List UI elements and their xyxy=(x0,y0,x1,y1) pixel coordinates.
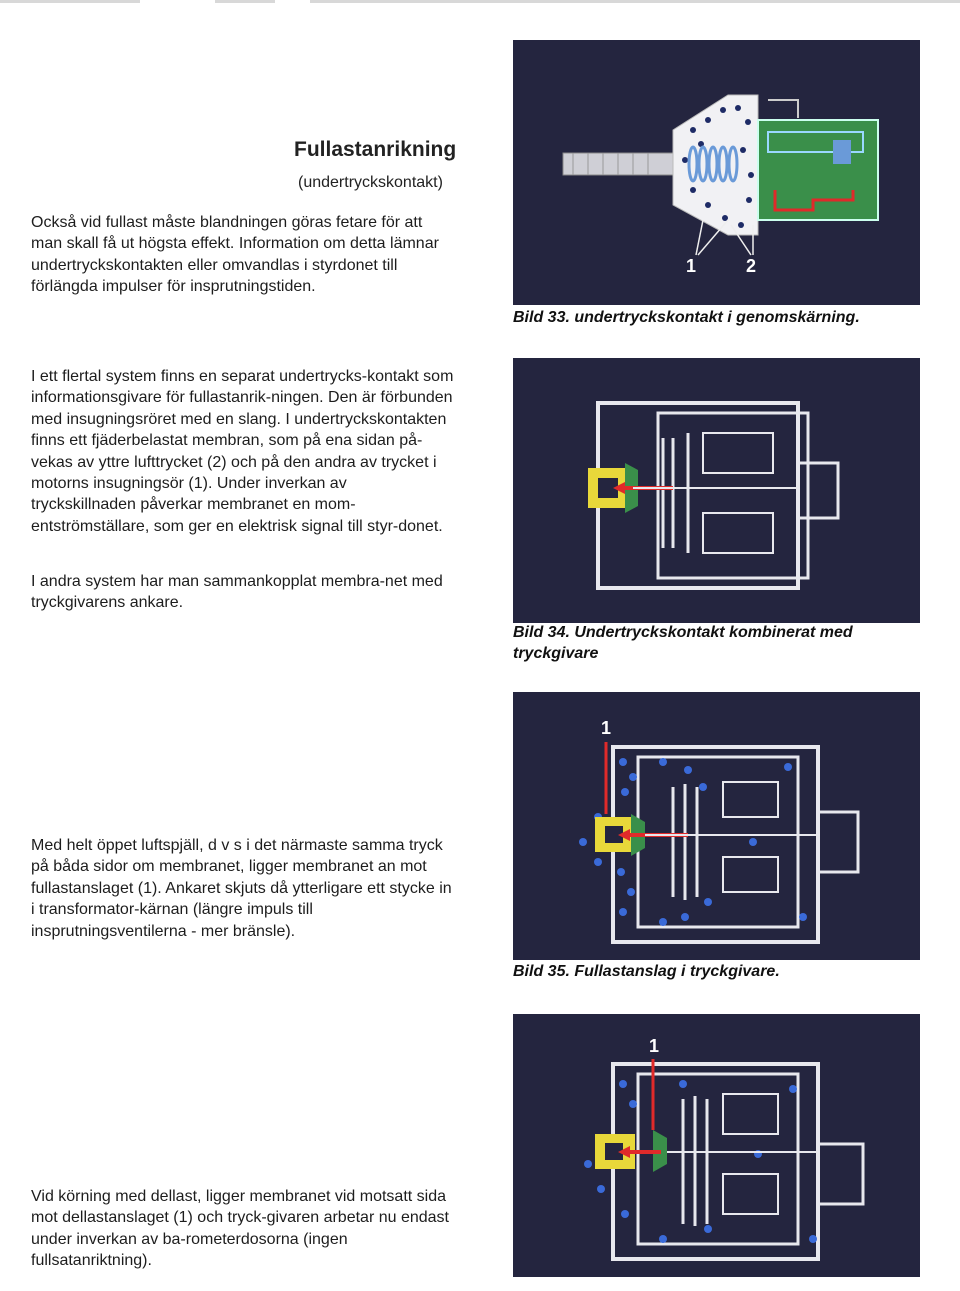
section-subtitle: (undertryckskontakt) xyxy=(298,174,443,191)
figure-33-image xyxy=(513,40,920,305)
paragraph-part-load: Vid körning med dellast, ligger membranet vid motsatt sida mot dellastanslaget (1) och tryck-givaren arbetar nu endast under inverkan av ba-rometerdosorna (ingen fullsatanriktning). xyxy=(31,1188,449,1270)
section-title: Fullastanrikning xyxy=(294,138,457,161)
figure-34-caption: Bild 34. Undertryckskontakt kombinerat med tryckgivare xyxy=(513,624,853,662)
figure-33-label-2: 2 xyxy=(746,256,757,276)
paragraph-combined: I andra system har man sammankopplat membra-net med tryckgivarens ankare. xyxy=(31,573,443,612)
paragraph-intro: Också vid fullast måste blandningen göras fetare för att man skall få ut högsta effekt. Information om detta lämnar undertryckskontakten eller omvandlas i styrdonet till förlängda impulser för insprutningstiden. xyxy=(31,214,439,296)
figure-34-image xyxy=(513,358,920,623)
figure-33-caption: Bild 33. undertryckskontakt i genomskärning. xyxy=(513,309,860,326)
paragraph-full-throttle: Med helt öppet luftspjäll, d v s i det närmaste samma tryck på båda sidor om membranet, ligger membranet an mot fullastanslaget (1). Ankaret skjuts då ytterligare ett stycke in i transformator-kärnan (längre impuls till insprutningsventilerna - mer bränsle). xyxy=(31,837,452,940)
figure-35-image xyxy=(513,692,920,960)
figure-35-caption: Bild 35. Fullastanslag i tryckgivare. xyxy=(513,963,780,980)
figure-33-label-1: 1 xyxy=(686,256,697,276)
page-top-rule xyxy=(0,0,960,4)
paragraph-separate-contact: I ett flertal system finns en separat undertrycks-kontakt som informationsgivare för fullastanrik-ningen. Den är förbunden med insugningsröret med en slang. I undertryckskontakten finns ett fjäderbelastat membran, som på ena sidan på-vekas av yttre lufttrycket (2) och på den andra av trycket i motorns insugningsör (1). Under inverkan av tryckskillnaden påverkar membranet en mom-entströmställare, som ger en elektrisk signal till styr-donet. xyxy=(31,368,454,535)
figure-35-label-1: 1 xyxy=(601,718,612,738)
figure-36-label-1: 1 xyxy=(649,1036,660,1056)
figure-36-image xyxy=(513,1014,920,1277)
